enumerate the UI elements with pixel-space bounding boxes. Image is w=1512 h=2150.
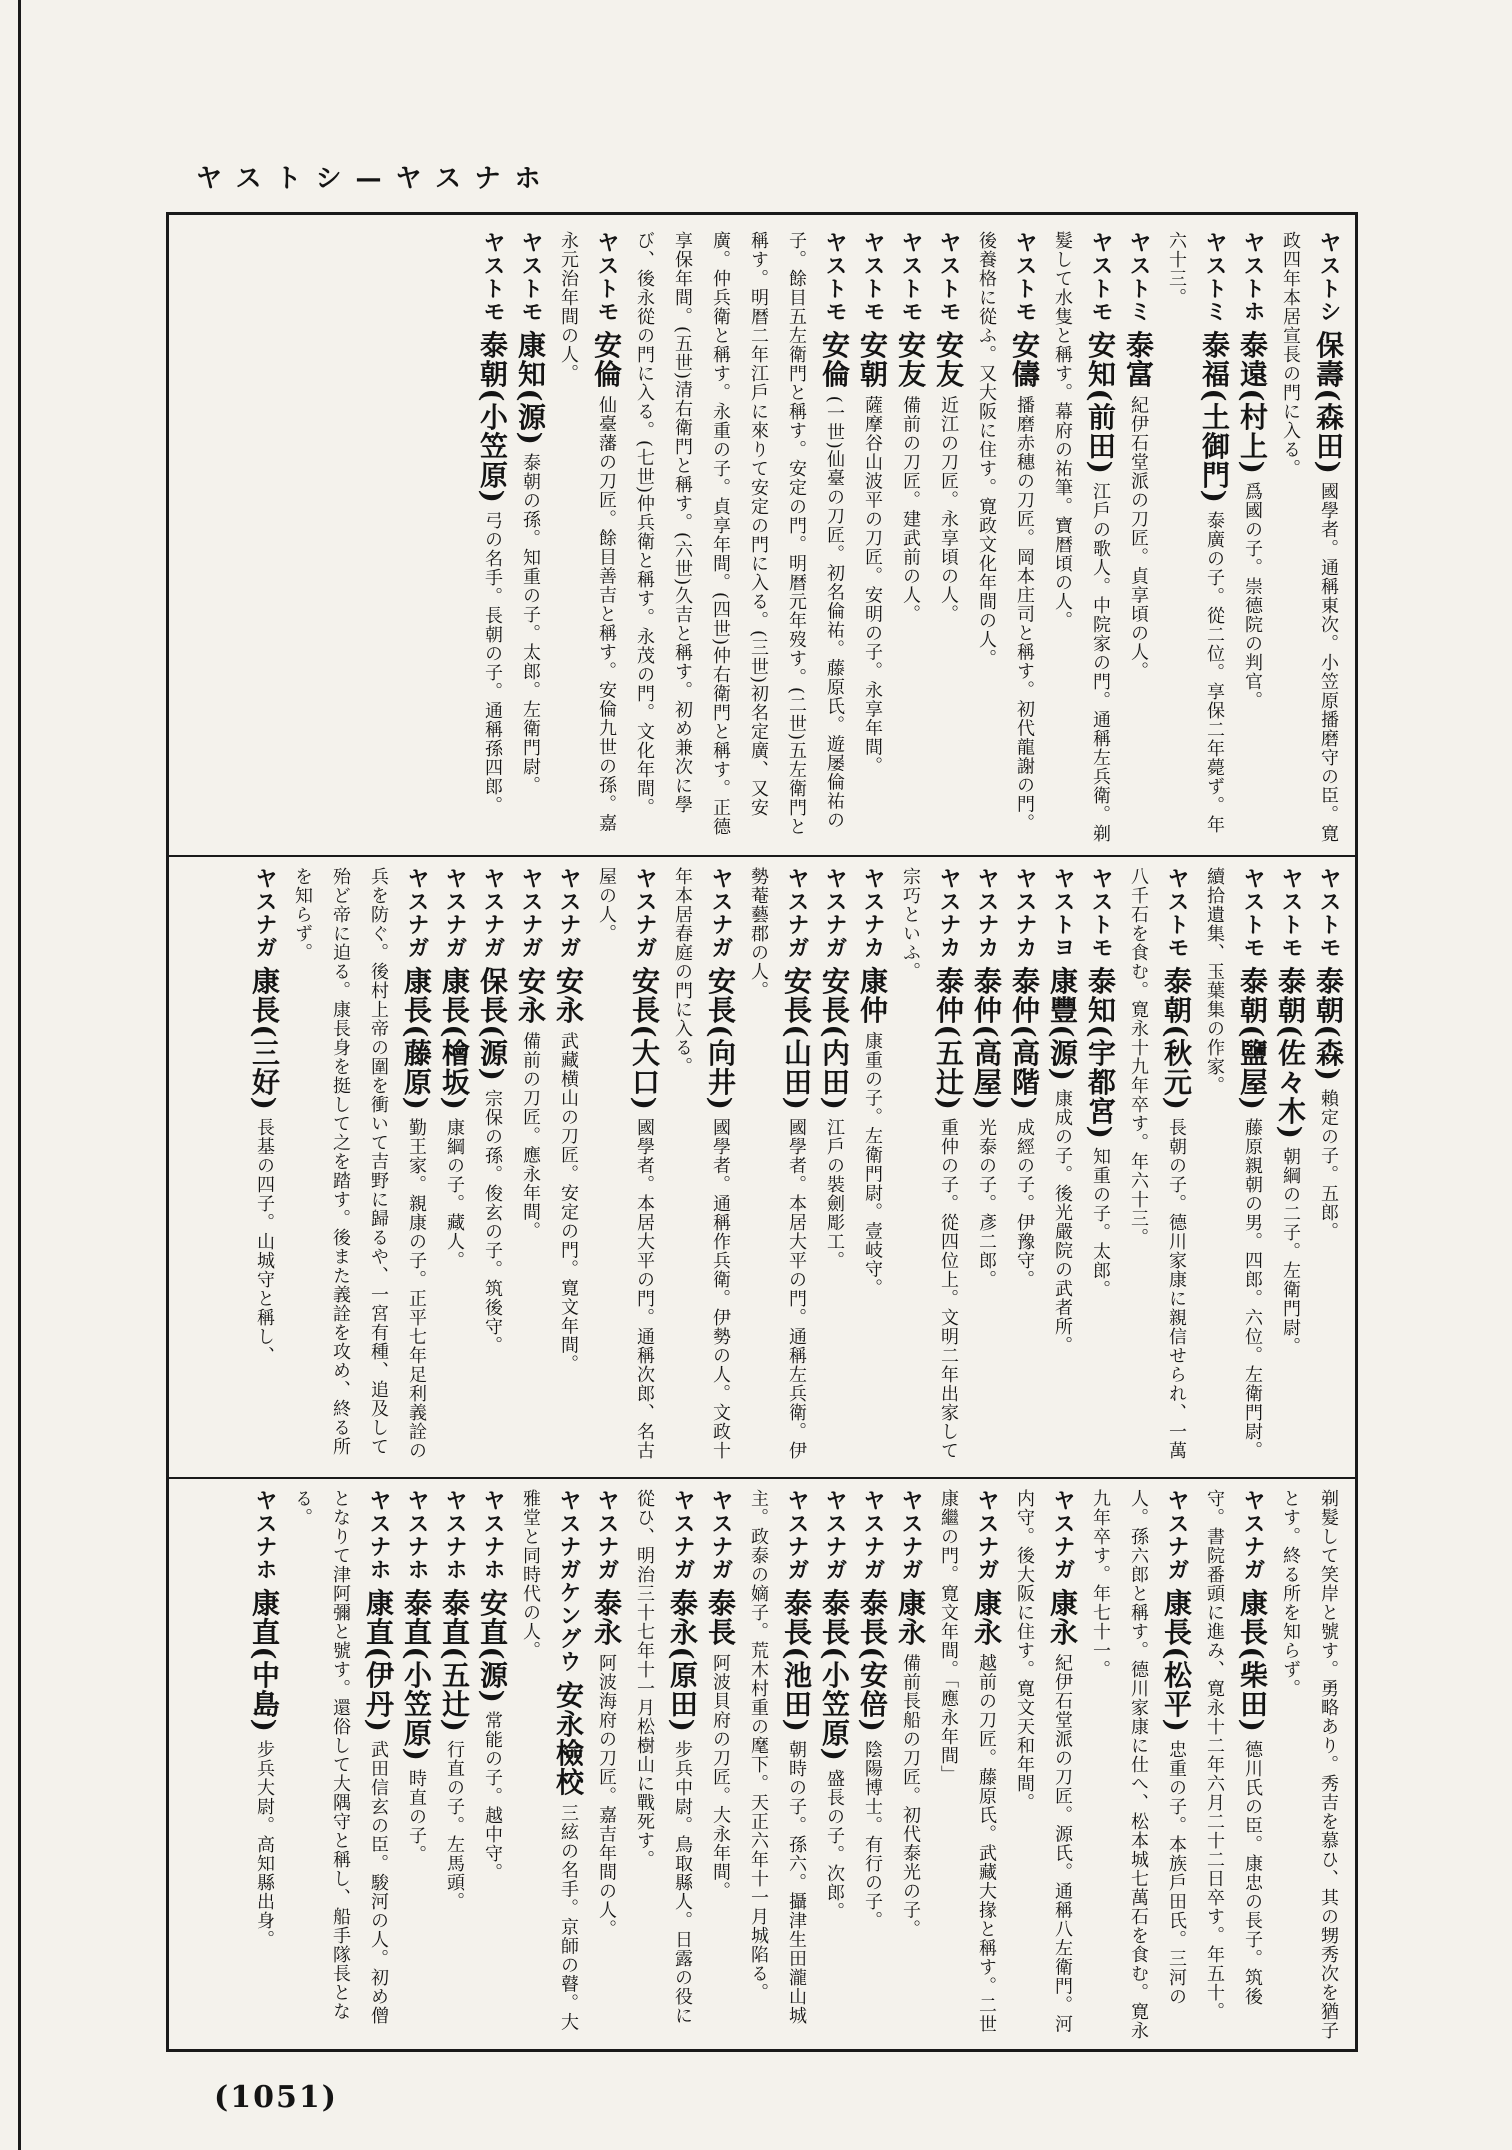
entry-name: 康仲	[856, 966, 889, 1025]
entry-name: 泰直(五辻)	[438, 1588, 471, 1733]
entry-name: 安長(向井)	[704, 966, 737, 1111]
entry-reading: ヤストモ	[1316, 867, 1341, 959]
entry-reading: ヤスナガ	[860, 1489, 885, 1581]
entry-reading: ヤスナガ	[518, 867, 543, 959]
entry-name: 泰仲(五辻)	[932, 966, 965, 1111]
entry-reading: ヤスナガ	[404, 867, 429, 959]
entry-description: 朝綱の二子。左衛門尉。	[1280, 1147, 1301, 1357]
dictionary-entry	[701, 1489, 739, 2041]
entry-description: 江戶の裝劍彫工。	[824, 1118, 845, 1271]
dictionary-entry	[283, 867, 435, 1467]
entry-description: 光泰の子。彥二郎。	[976, 1118, 997, 1290]
entry-description: 泰廣の子。從二位。享保二年薨ず。年六十三。	[1166, 231, 1225, 835]
entry-name: 安朝	[856, 330, 889, 389]
dictionary-entry	[1119, 231, 1157, 845]
entry-reading: ヤストモ	[1278, 867, 1303, 959]
entry-name: 安倫	[818, 330, 851, 389]
entry-description: 江戶の歌人。中院家の門。通稱左兵衛。剃髮して水隻と稱す。幕府の祐筆。寶暦頃の人。	[1052, 231, 1111, 844]
dictionary-entry	[1157, 231, 1233, 845]
entry-name: 安永	[552, 966, 585, 1025]
entry-name: 泰仲(高屋)	[970, 966, 1003, 1111]
entry-name: 康永	[970, 1588, 1003, 1647]
entry-description: 備前の刀匠。建武前の人。	[900, 395, 921, 624]
entry-reading: ヤストミ	[1202, 231, 1227, 323]
running-header: ヤストシ—ヤスナホ	[196, 164, 555, 194]
entry-name: 泰仲(高階)	[1008, 966, 1041, 1111]
entry-description: 爲國の子。崇德院の判官。	[1242, 482, 1263, 711]
dictionary-entry	[587, 1489, 625, 2041]
dictionary-entry	[967, 231, 1043, 845]
entry-name: 泰長(安倍)	[856, 1588, 889, 1733]
section-top	[179, 231, 1347, 845]
entry-description: 康成の子。後光嚴院の武者所。	[1052, 1089, 1073, 1356]
entry-reading: ヤストモ	[480, 231, 505, 323]
entry-name: 安直(源)	[476, 1588, 509, 1704]
entry-name: 康豐(源)	[1046, 966, 1079, 1082]
entry-reading: ヤスナガ	[1050, 1489, 1075, 1581]
entry-reading: ヤスナホ	[252, 1489, 277, 1581]
entry-name: 安倫	[590, 330, 623, 389]
section-middle-columns	[179, 867, 1347, 1467]
entry-reading: ヤストモ	[822, 231, 847, 323]
dictionary-entry	[891, 1489, 929, 2041]
dictionary-entry	[549, 231, 625, 845]
dictionary-entry	[625, 231, 853, 845]
entry-reading: ヤストモ	[936, 231, 961, 323]
entry-name: 泰朝(秋元)	[1160, 966, 1193, 1111]
entry-name: 泰朝(鹽屋)	[1236, 966, 1269, 1111]
entry-description: 時直の子。	[406, 1769, 427, 1865]
dictionary-entry	[1195, 1489, 1271, 2041]
entry-reading: ヤストモ	[518, 231, 543, 323]
entry-name: 安友	[932, 330, 965, 389]
entry-reading: ヤスナホ	[480, 1489, 505, 1581]
entry-description: 近江の刀匠。永享頃の人。	[938, 395, 959, 624]
entry-description: 德川氏の臣。康忠の長子。筑後守。書院番頭に進み、寛永十二年六月二十二日卒す。年五十。	[1204, 1489, 1263, 2021]
entry-reading: ヤスナガ	[594, 1489, 619, 1581]
entry-reading: ヤストモ	[1164, 867, 1189, 959]
entry-name: 泰直(小笠原)	[400, 1588, 433, 1762]
entry-description: 阿波貝府の刀匠。大永年間。	[710, 1653, 731, 1901]
dictionary-entry	[739, 1489, 815, 2041]
page-number: (1051)	[214, 2080, 338, 2115]
dictionary-entry	[1043, 231, 1119, 845]
entry-name: 泰朝(森)	[1312, 966, 1345, 1082]
entry-description: 國學者。通稱東次。小笠原播磨守の臣。寛政四年本居宣長の門に入る。	[1280, 231, 1339, 844]
dictionary-entry	[1271, 1489, 1347, 2041]
entry-reading: ヤストモ	[1012, 231, 1037, 323]
entry-reading: ヤスナホ	[442, 1489, 467, 1581]
entry-reading: ヤストモ	[1240, 867, 1265, 959]
text-frame	[166, 212, 1358, 2052]
dictionary-entry	[511, 231, 549, 845]
entry-description: 步兵中尉。鳥取縣人。日露の役に從ひ、明治三十七年十一月松樹山に戰死す。	[634, 1489, 693, 2026]
entry-description: 忠重の子。本族戶田氏。三河の人。孫六郎と稱す。德川家康に仕へ、松本城七萬石を食む。寛永九年卒す。年七十一。	[1090, 1489, 1187, 2040]
dictionary-entry	[587, 867, 663, 1467]
dictionary-entry	[891, 231, 929, 845]
entry-name: 泰朝(小笠原)	[476, 330, 509, 504]
entry-description: 宗保の孫。俊玄の子。筑後守。	[482, 1089, 503, 1356]
entry-description: 備前長船の刀匠。初代泰光の子。	[900, 1653, 921, 1939]
entry-name: 康長(柴田)	[1236, 1588, 1269, 1733]
dictionary-entry	[435, 867, 473, 1467]
entry-reading: ヤスナガ	[822, 1489, 847, 1581]
section-middle	[179, 867, 1347, 1467]
dictionary-entry	[473, 1489, 511, 2041]
entry-description: 重仲の子。從四位上。文明二年出家して宗巧といふ。	[900, 867, 959, 1461]
entry-reading: ヤスナカ	[974, 867, 999, 959]
dictionary-entry	[1271, 231, 1347, 845]
entry-description: 紀伊石堂派の刀匠。源氏。通稱八左衛門。河内守。後大阪に住す。寛文天和年間。	[1014, 1489, 1073, 2034]
entry-reading: ヤスナガ	[822, 867, 847, 959]
dictionary-entry	[929, 231, 967, 845]
entry-reading: ヤストモ	[860, 231, 885, 323]
entry-description: 國學者。本居大平の門。通稱左兵衛。伊勢菴藝郡の人。	[748, 867, 807, 1461]
entry-description: 藤原親朝の男。四郎。六位。左衛門尉。續拾遺集、玉葉集の作家。	[1204, 867, 1263, 1461]
entry-name: 泰知(宇都宮)	[1084, 966, 1117, 1140]
dictionary-entry	[435, 1489, 473, 2041]
entry-name: 泰永	[590, 1588, 623, 1647]
entry-description: 步兵大尉。高知縣出身。	[254, 1740, 275, 1950]
entry-reading: ヤスナガ	[784, 1489, 809, 1581]
entry-description: 賴定の子。五郎。	[1318, 1089, 1339, 1242]
entry-reading: ヤストモ	[898, 231, 923, 323]
entry-description: 備前の刀匠。應永年間。	[520, 1031, 541, 1241]
section-divider-1	[169, 855, 1355, 857]
entry-description: 成經の子。伊豫守。	[1014, 1118, 1035, 1290]
dictionary-entry	[1081, 1489, 1195, 2041]
entry-reading: ヤスナカ	[860, 867, 885, 959]
entry-description: 朝時の子。孫六。攝津生田瀧山城主。政泰の嫡子。荒木村重の麾下。天正六年十一月城陷る。	[748, 1489, 807, 2026]
dictionary-entry	[473, 231, 511, 845]
entry-description: 長朝の子。德川家康に親信せられ、一萬八千石を食む。寛永十九年卒す。年六十三。	[1128, 867, 1187, 1461]
dictionary-entry	[663, 867, 739, 1467]
entry-description: 行直の子。左馬頭。	[444, 1740, 465, 1912]
entry-description: 知重の子。太郎。	[1090, 1147, 1111, 1300]
dictionary-entry	[853, 1489, 891, 2041]
entry-description: 國學者。通稱作兵衛。伊勢の人。文政十年本居春庭の門に入る。	[672, 867, 731, 1461]
dictionary-entry	[1195, 867, 1271, 1467]
entry-reading: ヤスナガケングウ	[556, 1489, 581, 1673]
entry-reading: ヤスナガ	[556, 867, 581, 959]
entry-reading: ヤスナガ	[442, 867, 467, 959]
entry-description: 國學者。本居大平の門。通稱次郎、名古屋の人。	[596, 867, 655, 1461]
dictionary-entry	[891, 867, 967, 1467]
section-top-columns	[179, 231, 1347, 845]
entry-description: 越前の刀匠。藤原氏。武藏大掾と稱す。二世康繼の門。寛文年間。「應永年間」	[938, 1489, 997, 2034]
dictionary-entry	[853, 231, 891, 845]
entry-name: 安永檢校	[552, 1680, 585, 1797]
entry-description: 長基の四子。山城守と稱し、	[254, 1118, 275, 1366]
dictionary-entry	[1233, 231, 1271, 845]
entry-reading: ヤスナガ	[708, 867, 733, 959]
dictionary-entry	[739, 867, 815, 1467]
entry-name: 泰福(土御門)	[1198, 330, 1231, 504]
entry-name: 康長(檜坂)	[438, 966, 471, 1111]
entry-reading: ヤストモ	[594, 231, 619, 323]
entry-reading: ヤスナガ	[1164, 1489, 1189, 1581]
entry-name: 康直(中島)	[248, 1588, 281, 1733]
section-bottom-columns	[179, 1489, 1347, 2041]
dictionary-entry	[815, 867, 853, 1467]
page-edge-line	[18, 0, 21, 2150]
section-divider-2	[169, 1477, 1355, 1479]
entry-reading: ヤスナカ	[1012, 867, 1037, 959]
entry-name: 安永	[514, 966, 547, 1025]
entry-description: 剃髮して笑岸と號す。勇略あり。秀吉を慕ひ、其の甥秀次を猶子とす。終る所を知らず。	[1280, 1489, 1339, 2040]
entry-description: 盛長の子。次郎。	[824, 1769, 845, 1922]
entry-reading: ヤスナカ	[936, 867, 961, 959]
entry-description: 阿波海府の刀匠。嘉吉年間の人。	[596, 1653, 617, 1939]
entry-name: 康永	[1046, 1588, 1079, 1647]
entry-reading: ヤスナガ	[898, 1489, 923, 1581]
entry-description: 康綱の子。藏人。	[444, 1118, 465, 1271]
dictionary-entry	[815, 1489, 853, 2041]
entry-name: 康長(松平)	[1160, 1588, 1193, 1733]
entry-reading: ヤスナガ	[670, 1489, 695, 1581]
dictionary-entry	[397, 1489, 435, 2041]
dictionary-entry	[473, 867, 511, 1467]
entry-reading: ヤストモ	[1088, 231, 1113, 323]
entry-name: 康永	[894, 1588, 927, 1647]
entry-reading: ヤストシ	[1316, 231, 1341, 323]
entry-name: 安儔	[1008, 330, 1041, 389]
dictionary-entry	[245, 1489, 283, 2041]
entry-reading: ヤストホ	[1240, 231, 1265, 323]
entry-description: 武田信玄の臣。駿河の人。初め僧となりて津阿彌と號す。還俗して大隅守と稱し、船手隊長となる。	[292, 1489, 389, 2026]
entry-description: 陰陽博士。有行の子。	[862, 1740, 883, 1931]
dictionary-entry	[1271, 867, 1309, 1467]
entry-name: 泰永(原田)	[666, 1588, 699, 1733]
dictionary-entry	[967, 867, 1005, 1467]
entry-name: 泰長	[704, 1588, 737, 1647]
entry-name: 安友	[894, 330, 927, 389]
entry-reading: ヤスナガ	[784, 867, 809, 959]
entry-description: 三絃の名手。京師の瞽。大雅堂と同時代の人。	[520, 1489, 579, 2032]
entry-reading: ヤスナガ	[480, 867, 505, 959]
entry-description: 薩摩谷山波平の刀匠。安明の子。永享年間。	[862, 395, 883, 776]
entry-name: 保壽(森田)	[1312, 330, 1345, 475]
entry-name: 安長(大口)	[628, 966, 661, 1111]
entry-description: (一世)仙臺の刀匠。初名倫祐。藤原氏。遊屡倫祐の子。餘目五左衛門と稱す。安定の門。明暦元年歿す。(二世)五左衛門と稱す。明暦二年江戶に來りて安定の門に入る。(三世)初名定廣、又安廣。仲兵衛と稱す。永重の子。貞享年間。(四世)仲右衛門と稱す。正德享保年間。(五世)清右衛門と稱す。(六世)久吉と稱す。初め兼次に學び、後永從の門に入る。(七世)仲兵衛と稱す。永茂の門。文化年間。	[634, 231, 845, 837]
dictionary-entry	[549, 867, 587, 1467]
entry-description: 仙臺藩の刀匠。餘目善吉と稱す。安倫九世の孫。嘉永元治年間の人。	[558, 231, 617, 833]
dictionary-entry	[929, 1489, 1005, 2041]
entry-reading: ヤスナガ	[974, 1489, 999, 1581]
dictionary-entry	[283, 1489, 397, 2041]
entry-description: 常能の子。越中守。	[482, 1711, 503, 1883]
entry-name: 泰長(池田)	[780, 1588, 813, 1733]
section-bottom	[179, 1489, 1347, 2041]
entry-name: 泰遠(村上)	[1236, 330, 1269, 475]
entry-name: 安長(山田)	[780, 966, 813, 1111]
dictionary-entry	[1081, 867, 1119, 1467]
entry-description: 播磨赤穗の刀匠。岡本庄司と稱す。初代龍謝の門。後養格に從ふ。又大阪に住す。寛政文化年間の人。	[976, 231, 1035, 833]
dictionary-entry	[1005, 1489, 1081, 2041]
entry-name: 安長(内田)	[818, 966, 851, 1111]
entry-name: 康知(源)	[514, 330, 547, 446]
entry-reading: ヤスナホ	[366, 1489, 391, 1581]
dictionary-entry	[1005, 867, 1043, 1467]
dictionary-entry	[1119, 867, 1195, 1467]
entry-reading: ヤスナガ	[708, 1489, 733, 1581]
dictionary-entry	[1043, 867, 1081, 1467]
entry-name: 康長(三好)	[248, 966, 281, 1111]
entry-description: 康重の子。左衛門尉。壹岐守。	[862, 1031, 883, 1298]
entry-reading: ヤスナガ	[252, 867, 277, 959]
entry-reading: ヤストミ	[1126, 231, 1151, 323]
dictionary-entry	[511, 1489, 587, 2041]
dictionary-entry	[511, 867, 549, 1467]
entry-name: 泰長(小笠原)	[818, 1588, 851, 1762]
entry-name: 康直(伊丹)	[362, 1588, 395, 1733]
entry-description: 勤王家。親康の子。正平七年足利義詮の兵を防ぐ。後村上帝の圍を衝いて吉野に歸るや、一宮有種、追及して殆ど帝に迫る。康長身を挺して之を踏す。後また義詮を攻め、終る所を知らず。	[292, 867, 427, 1461]
entry-reading: ヤスナガ	[1240, 1489, 1265, 1581]
entry-description: 武藏横山の刀匠。安定の門。寛文年間。	[558, 1031, 579, 1374]
entry-reading: ヤストモ	[1088, 867, 1113, 959]
entry-reading: ヤスナガ	[632, 867, 657, 959]
dictionary-entry	[1309, 867, 1347, 1467]
entry-description: 弓の名手。長朝の子。通稱孫四郎。	[482, 511, 503, 816]
entry-reading: ヤストヨ	[1050, 867, 1075, 959]
dictionary-entry	[625, 1489, 701, 2041]
entry-name: 泰富	[1122, 330, 1155, 389]
entry-name: 保長(源)	[476, 966, 509, 1082]
entry-reading: ヤスナホ	[404, 1489, 429, 1581]
entry-description: 紀伊石堂派の刀匠。貞享頃の人。	[1128, 395, 1149, 681]
entry-name: 康長(藤原)	[400, 966, 433, 1111]
entry-description: 泰朝の孫。知重の子。太郎。左衛門尉。	[520, 453, 541, 796]
dictionary-entry	[245, 867, 283, 1467]
entry-name: 泰朝(佐々木)	[1274, 966, 1307, 1140]
entry-name: 安知(前田)	[1084, 330, 1117, 475]
dictionary-entry	[853, 867, 891, 1467]
